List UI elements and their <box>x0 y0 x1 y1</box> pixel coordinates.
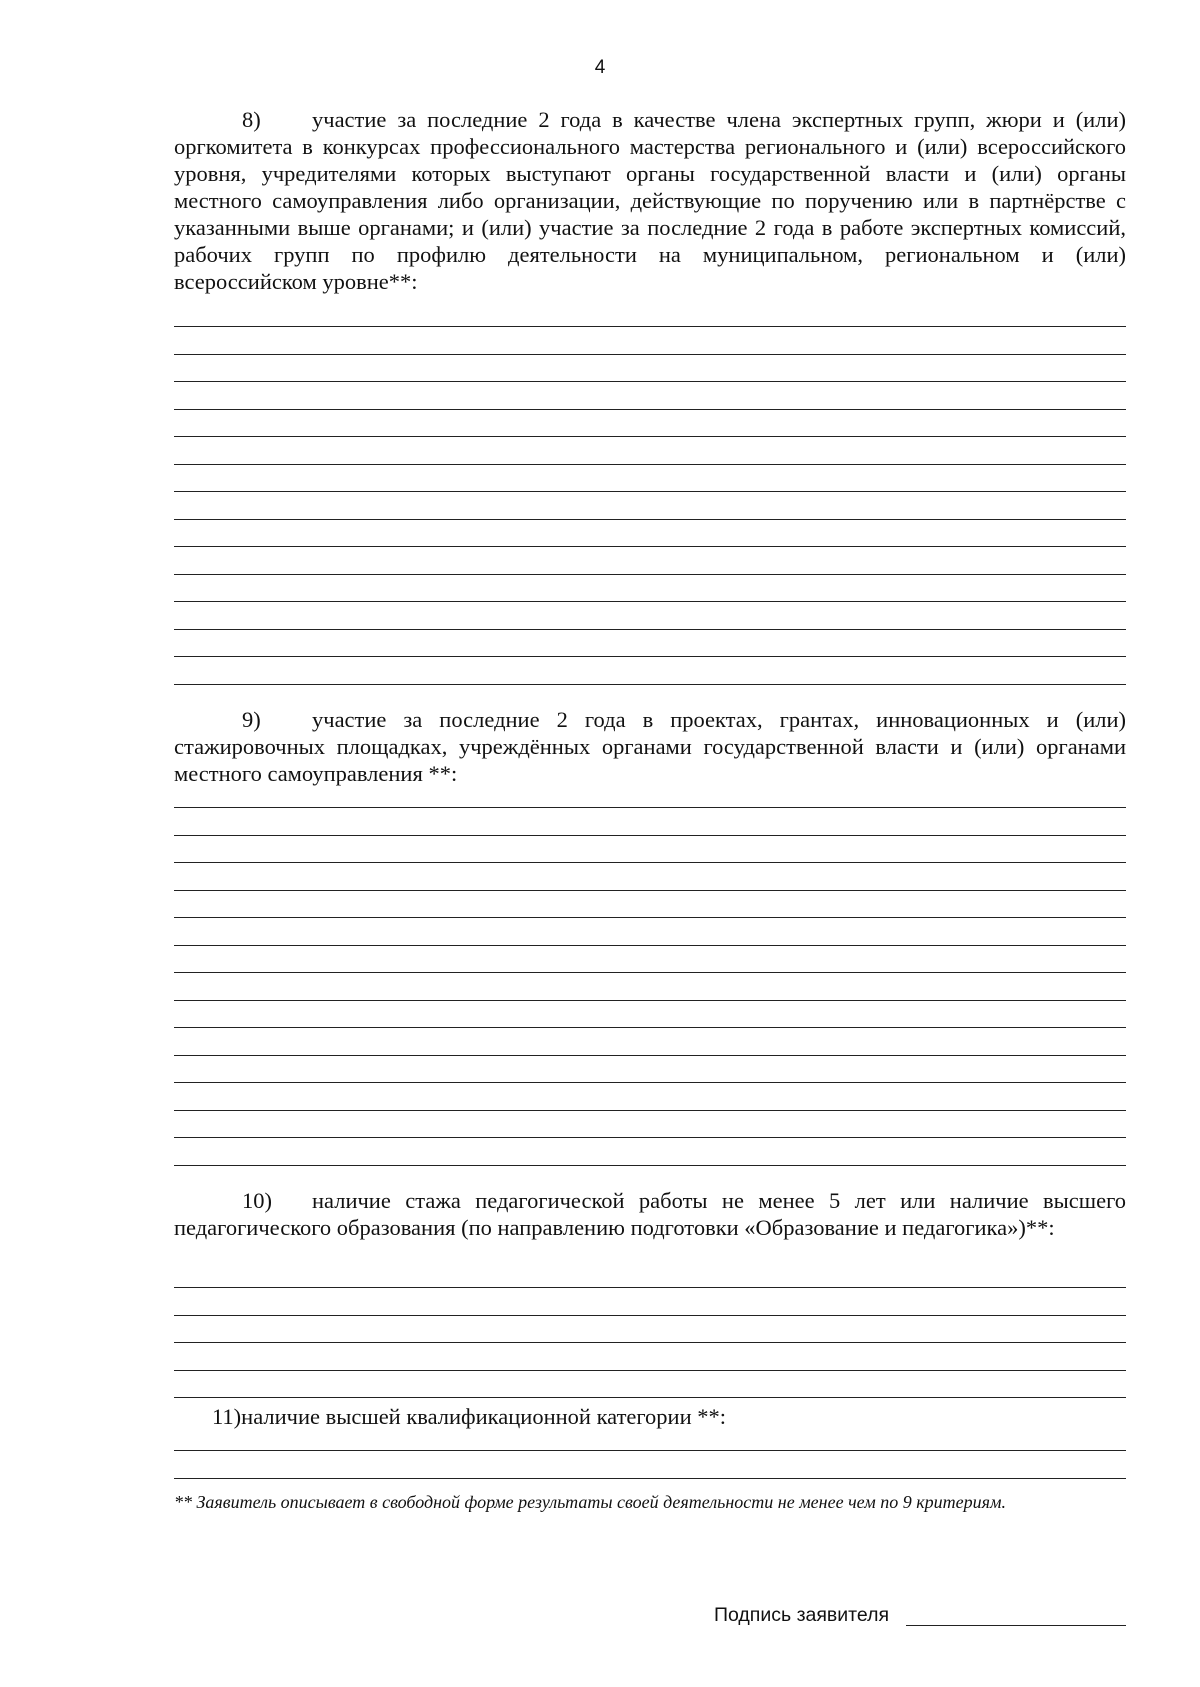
answer-line[interactable] <box>174 1082 1126 1083</box>
section-number: 10) <box>242 1188 272 1213</box>
signature-line[interactable] <box>906 1625 1126 1626</box>
signature-label: Подпись заявителя <box>714 1604 890 1626</box>
answer-line[interactable] <box>174 464 1126 465</box>
answer-line[interactable] <box>174 381 1126 382</box>
section-body: участие за последние 2 года в качестве члена экспертных групп, жюри и (или) оргкомитета в конкурсах профессионального мастерства регионального и (или) всероссийского уровня, учредителями которых выступают органы государственной власти и (или) органы местного самоуправления либо организации, действующие по поручению или в партнёрстве с указанными выше органами; и (или) участие за последние 2 года в работе экспертных комиссий, рабочих групп по профилю деятельности на муниципальном, региональном и (или) всероссийском уровне**: <box>174 107 1126 294</box>
page-number: 4 <box>594 57 606 78</box>
section-body: участие за последние 2 года в проектах, грантах, инновационных и (или) стажировочных площадках, учреждённых органами государственной власти и (или) органами местного самоуправления **: <box>174 707 1126 786</box>
footnote: ** Заявитель описывает в свободной форме результаты своей деятельности не менее чем по 9 критериям. <box>174 1492 1006 1512</box>
section-8-text <box>174 106 1126 295</box>
section-number: 9) <box>242 707 261 732</box>
answer-line[interactable] <box>174 1027 1126 1028</box>
section-number: 8) <box>242 107 261 132</box>
answer-line[interactable] <box>174 684 1126 685</box>
answer-line[interactable] <box>174 656 1126 657</box>
answer-line[interactable] <box>174 519 1126 520</box>
answer-line[interactable] <box>174 1478 1126 1479</box>
section-body: наличие стажа педагогической работы не менее 5 лет или наличие высшего педагогического образования (по направлению подготовки «Образование и педагогика»)**: <box>174 1188 1126 1240</box>
answer-line[interactable] <box>174 1342 1126 1343</box>
section-10-text <box>174 1187 1126 1241</box>
answer-line[interactable] <box>174 436 1126 437</box>
answer-line[interactable] <box>174 807 1126 808</box>
answer-line[interactable] <box>174 326 1126 327</box>
answer-line[interactable] <box>174 1165 1126 1166</box>
section-11-text <box>174 1403 1126 1430</box>
answer-line[interactable] <box>174 1315 1126 1316</box>
answer-line[interactable] <box>174 1287 1126 1288</box>
answer-line[interactable] <box>174 945 1126 946</box>
answer-line[interactable] <box>174 546 1126 547</box>
section-number: 11) <box>212 1404 242 1429</box>
answer-line[interactable] <box>174 1137 1126 1138</box>
answer-line[interactable] <box>174 1370 1126 1371</box>
answer-line[interactable] <box>174 491 1126 492</box>
answer-line[interactable] <box>174 1450 1126 1451</box>
section-9-text <box>174 706 1126 787</box>
section-body: наличие высшей квалификационной категории **: <box>241 1404 727 1429</box>
answer-line[interactable] <box>174 1000 1126 1001</box>
answer-line[interactable] <box>174 409 1126 410</box>
answer-line[interactable] <box>174 601 1126 602</box>
answer-line[interactable] <box>174 890 1126 891</box>
answer-line[interactable] <box>174 972 1126 973</box>
answer-line[interactable] <box>174 354 1126 355</box>
answer-line[interactable] <box>174 1397 1126 1398</box>
answer-line[interactable] <box>174 629 1126 630</box>
answer-line[interactable] <box>174 1110 1126 1111</box>
answer-line[interactable] <box>174 917 1126 918</box>
answer-line[interactable] <box>174 835 1126 836</box>
answer-line[interactable] <box>174 1055 1126 1056</box>
answer-line[interactable] <box>174 862 1126 863</box>
answer-line[interactable] <box>174 574 1126 575</box>
